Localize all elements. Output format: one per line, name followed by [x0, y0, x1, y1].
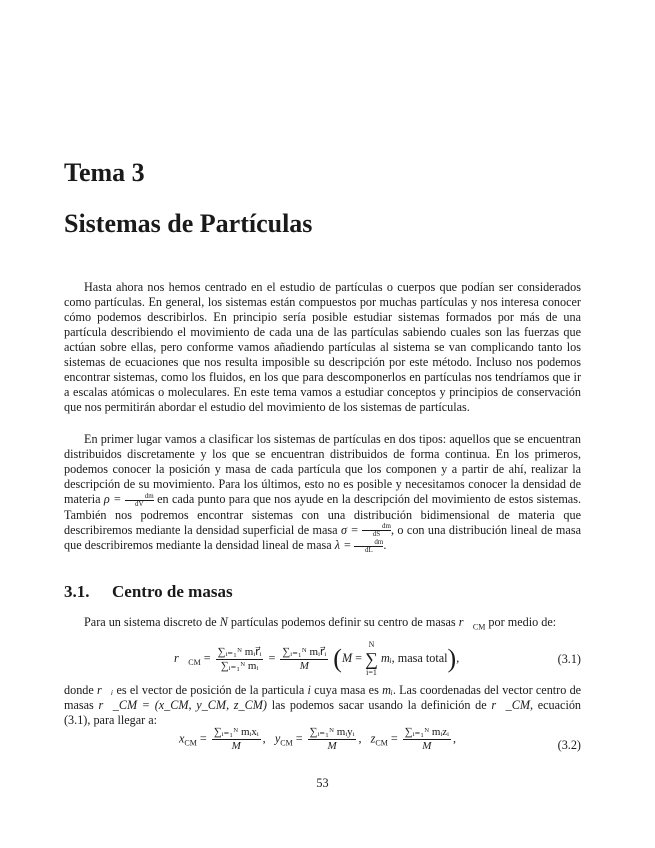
page-number: 53	[316, 776, 329, 790]
paragraph-coordinates: donde r⃗ᵢ es el vector de posición de la particula i cuya masa es mᵢ. Las coordenadas del vector centro de masas r⃗_CM = (x_CM, y_CM, z_CM) las podemos sacar usando la definición de r⃗_CM, ecuación (3.1), para llegar a:	[64, 683, 582, 727]
section-heading	[64, 582, 233, 602]
rcm-symbol: r⃗	[458, 615, 473, 629]
sigma-fraction: $\frac{dm}{dS}$	[362, 523, 391, 538]
p2-text-c: , o con una distribución lineal de masa que describiremos mediante la densidad lineal de masa	[64, 522, 581, 553]
chapter-number: Tema 3	[64, 158, 145, 187]
equation-number-3-1: (3.1)	[557, 652, 581, 666]
p2-text-b: en cada punto para que nos ayude en la descripción del movimiento de estos sistemas. También nos podremos encontrar sistemas con una distribución bidimensional de materia que describiremos mediante la densidad superficial de masa	[64, 492, 581, 537]
paragraph-intro: Hasta ahora nos hemos centrado en el estudio de partículas o cuerpos que podían ser considerados como partículas. En general, los sistemas están compuestos por muchas partículas y nos interesa conocer cómo podemos describirlos. En principio sería posible estudiar sistemas formados por más de una partícula describiendo el movimiento de cada una de las partículas sabiendo cuales son las fuerzas que actúan sobre ellas, pero conforme vamos añadiendo partículas al sistema se van complicando tanto los sistemas de ecuaciones que nos resulta imposible su descripción por este método. Incluso nos podemos encontrar sistemas, como los fluidos, en los que para descomponerlos en partículas nos tendríamos que ir a escalas atómicas o moleculares. En este tema vamos a estudiar conceptos y principios de conservación que nos permitirán abordar el estudio del movimiento de los sistemas de partículas.	[64, 280, 581, 414]
eq2-fraction-x: $\frac{\text{∑ᵢ₌₁ᴺ mᵢxᵢ}}{M}$	[213, 726, 259, 752]
paragraph-discrete-system: Para un sistema discreto de N partículas podemos definir su centro de masas $r⃗_{CM}$ por medio de:	[84, 615, 557, 632]
eq1-fraction-1: $\frac{\text{∑ᵢ₌₁ᴺ mᵢr⃗ᵢ}}{\text{∑ᵢ₌₁ᴺ mᵢ}}$	[217, 645, 262, 672]
n-symbol: N	[219, 615, 228, 629]
p2-text-a: En primer lugar vamos a clasificar los sistemas de partículas en dos tipos: aquellos que se encuentran distribuidos discretamente y los que se encuentran distribuidos de forma continua. En los primeros, podemos conocer la posición y masa de cada partícula que los componen y a partir de ahí, realizar la descripción de su movimiento. Para los últimos, esto no es posible y necesitamos conocer la densidad de materia	[64, 432, 581, 506]
rho-symbol: ρ =	[103, 492, 122, 506]
chapter-title: Sistemas de Partículas	[64, 209, 313, 238]
sigma-symbol: σ =	[340, 522, 359, 537]
equation-3-1-body: $r⃗_{CM}$ = $\frac{\text{∑ᵢ₌₁ᴺ mᵢr⃗ᵢ}}{\text{∑ᵢ₌₁ᴺ mᵢ}}$ = $\frac{\text{∑ᵢ₌₁ᴺ mᵢr⃗ᵢ}}{M}$ (M = N ∑ i=1 mᵢ, masa total),	[174, 640, 460, 677]
equation-number-3-2: (3.2)	[557, 738, 581, 752]
eq1-sum: N ∑ i=1	[365, 640, 378, 677]
eq2-fraction-z: $\frac{\text{∑ᵢ₌₁ᴺ mᵢzᵢ}}{M}$	[404, 726, 449, 752]
eq1-fraction-2: $\frac{\text{∑ᵢ₌₁ᴺ mᵢr⃗ᵢ}}{M}$	[282, 645, 327, 672]
equation-3-1	[64, 640, 581, 680]
equation-3-2-body: $x_{CM}$ = $\frac{\text{∑ᵢ₌₁ᴺ mᵢxᵢ}}{M}$ , $y_{CM}$ = $\frac{\text{∑ᵢ₌₁ᴺ mᵢyᵢ}}{M}$ , $z_{CM}$ = $\frac{\text{∑ᵢ₌₁ᴺ mᵢzᵢ}}{M}$ ,	[179, 726, 456, 752]
equation-3-2	[64, 726, 581, 766]
eq2-fraction-y: $\frac{\text{∑ᵢ₌₁ᴺ mᵢyᵢ}}{M}$	[309, 726, 355, 752]
section-number: 3.1.	[64, 582, 90, 601]
rho-fraction: $\frac{dm}{dV}$	[125, 493, 154, 508]
section-title: Centro de masas	[112, 582, 233, 601]
lambda-fraction: $\frac{dm}{dL}$	[354, 539, 383, 554]
paragraph-classification: En primer lugar vamos a clasificar los sistemas de partículas en dos tipos: aquellos que se encuentran distribuidos discretamente y los que se encuentran distribuidos de forma continua. En los primeros, podemos conocer la posición y masa de cada partícula que los componen y a partir de ahí, realizar la descripción de su movimiento. Para los últimos, esto no es posible y necesitamos conocer la densidad de materia ρ = $\frac{dm}{dV}$ en cada punto para que nos ayude en la descripción del movimiento de estos sistemas. También nos podremos encontrar sistemas con una distribución bidimensional de materia que describiremos mediante la densidad superficial de masa σ = $\frac{dm}{dS}$, o con una distribución lineal de masa que describiremos mediante la densidad lineal de masa λ = $\frac{dm}{dL}$.	[64, 432, 581, 555]
lambda-symbol: λ =	[334, 538, 352, 553]
